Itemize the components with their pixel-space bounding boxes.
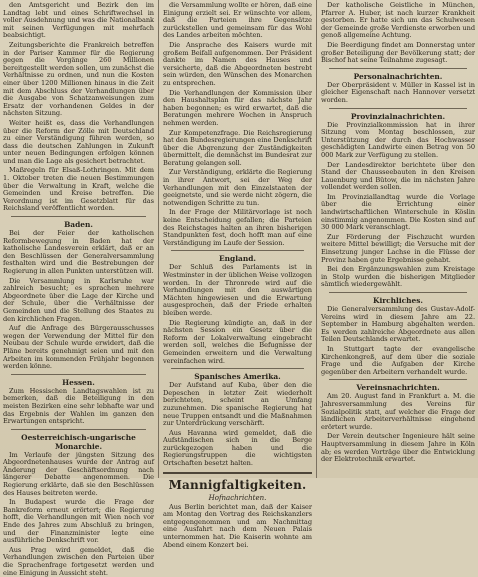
article-paragraph: Die Verhandlungen der Kommission über den Haushaltsplan für das nächste Jahr haben begonnen; es wird erwartet, daß die Beratungen mehrere Wochen in Anspruch nehmen werden. (163, 88, 312, 127)
section-heading: Provinzialnachrichten. (350, 111, 446, 121)
article-paragraph: Im Verlaufe der jüngsten Sitzung des Abgeordnetenhauses wurde der Antrag auf Änderung der Geschäftsordnung nach längerer Debatte angenommen. Die Regierung erklärte, daß sie den Beschlüssen des Hauses beitreten werde. (3, 450, 154, 497)
article-paragraph: Der Oberpräsident v. Müller in Kassel ist in gleicher Eigenschaft nach Hannover versetzt worden. (321, 80, 475, 104)
column-1 (0, 0, 157, 577)
article-paragraph: Die Generalversammlung des Gustav-Adolf-Vereins wird in diesem Jahre am 22. September in Hamburg abgehalten werden. Es werden zahlreiche Abgeordnete aus allen Teilen Deutschlands erwartet. (321, 305, 475, 344)
article-paragraph: Die Regierung kündigte an, daß in der nächsten Session ein Gesetz über die Reform der Lokalverwaltung eingebracht werden soll, welches die Befugnisse der Gemeinden erweitern und die Verwaltung vereinfachen wird. (163, 318, 312, 365)
article-paragraph: Auf die Anfrage des Bürgerausschusses wegen der Verwendung der Mittel für den Neubau der Schule wurde erwidert, daß die Pläne bereits genehmigt seien und mit den Arbeiten im kommenden Frühjahr begonnen werden könne. (3, 324, 154, 371)
section-text: Aus Berlin berichtet man, daß der Kaiser am Montag den Vortrag des Reichskanzlers entgegengenommen und am Nachmittag eine Ausfahrt nach dem Neuen Palais unternommen hat. Die Kaiserin wohnte am Abend einem Konzert bei. (163, 502, 312, 549)
article-paragraph: die Versammlung wollte er hören, daß eine Einigung erzielt sei. Er wünschte vor allem, daß die Parteien ihre Gegensätze zurückstellen und gemeinsam für das Wohl des Landes arbeiten möchten. (163, 1, 312, 40)
article-paragraph: Maßregeln für Elsaß-Lothringen. Mit dem 1. Oktober treten die neuen Bestimmungen über die Verwaltung in Kraft, welche die Gemeinden und Kreise betreffen. Die Verordnung ist im Gesetzblatt für das Reichsland veröffentlicht worden. (3, 166, 154, 213)
article-paragraph: Weiter heißt es, dass die Verhandlungen über die Reform der Zölle mit Deutschland zu einer Verständigung führen werden, so dass die deutschen Zahlungen in Zukunft unter neuen Bedingungen erfolgen können und man die Lage als gesichert betrachtet. (3, 118, 154, 165)
article-paragraph: Der katholische Geistliche in München, Pfarrer A. Huber, ist nach kurzer Krankheit gestorben. Er hatte sich um das Schulwesen der Gemeinde große Verdienste erworben und genoß allgemeine Achtung. (321, 1, 475, 40)
section-heading: Hessen. (62, 377, 95, 387)
section-heading: Spanisches Amerika. (194, 372, 281, 382)
article-paragraph: Zeitungsberichte die Frankreich betreffen in der Pariser Kammer für die Regierung gegen die Vorgänge 260 Millionen bereitgestellt werden sollen, um zunächst die Verhältnisse zu ordnen, und nun die Kosten einer über 1200 Millionen hinaus in die Zeit mit dem Abschluss der Verhandlungen über die Ausgabe von Schatzanweisungen zum Ersatz der vorhandenen Geldes in der nächsten Sitzung. (3, 40, 154, 118)
section-rule (329, 379, 467, 380)
section-heading: Baden. (64, 220, 93, 230)
article-paragraph: Die Provinzialkommission hat in ihrer Sitzung vom Montag beschlossen, zur Unterstützung der durch das Hochwasser geschädigten Landwirte einen Betrag von 50 000 Mark zur Verfügung zu stellen. (321, 120, 475, 159)
article-paragraph: Zur Förderung der Fischzucht wurden weitere Mittel bewilligt; die Versuche mit der Einsetzung junger Lachse in die Flüsse der Provinz haben gute Ergebnisse gehabt. (321, 232, 475, 264)
article-paragraph: Bei den Ergänzungswahlen zum Kreistage in Stolp wurden die bisherigen Mitglieder sämtlich wiedergewählt. (321, 265, 475, 289)
section-heading: Oesterreichisch-ungarische Monarchie. (21, 432, 136, 451)
article-paragraph: Der Verein deutscher Ingenieure hält seine Hauptversammlung in diesem Jahre in Köln ab; es werden Vorträge über die Entwicklung der Elektrotechnik erwartet. (321, 432, 475, 464)
article-paragraph: Bei der Feier der katholischen Reformbewegung in Baden hat der katholische Landesverein erklärt, daß er an den Beschlüssen der Generalversammlung festhalten wird und die Bestrebungen der Regierung in allen Punkten unterstützen will. (3, 229, 154, 275)
article-paragraph: Zur Kompetenzfrage. Die Reichsregierung hat den Bundesregierungen eine Denkschrift über die Abgrenzung der Zuständigkeiten übermittelt, die demnächst im Bundesrat zur Beratung gelangen soll. (163, 128, 312, 167)
section-rule (329, 68, 467, 69)
section-title: Mannigfaltigkeiten. (168, 477, 307, 492)
article-paragraph: Der Schluß des Parlaments ist in Westminster in der üblichen Weise vollzogen worden. In der Thronrede wird auf die Verhandlungen mit den auswärtigen Mächten hingewiesen und die Erwartung ausgesprochen, daß der Friede erhalten bleiben werde. (163, 263, 312, 317)
section-rule (11, 429, 146, 430)
section-rule (11, 374, 146, 375)
article-paragraph: Am 20. August fand in Frankfurt a. M. die Jahresversammlung des Vereins für Sozialpolitik statt, auf welcher die Frage der ländlichen Arbeiterverhältnisse eingehend erörtert wurde. (321, 392, 475, 431)
column-2 (160, 0, 315, 549)
section-rule (329, 108, 467, 109)
section-heading: Vereinsnachrichten. (356, 383, 440, 393)
section-rule (11, 216, 146, 217)
column-rule (158, 0, 159, 478)
article-paragraph: Die Versammlung in Karlsruhe war zahlreich besucht; es sprachen mehrere Abgeordnete über die Lage der Kirche und der Schule, über die Verhältnisse der Gemeinden und die Stellung des Staates zu den kirchlichen Fragen. (3, 276, 154, 323)
section-subtitle: Hofnachrichten. (208, 493, 267, 502)
article-paragraph: Aus Havanna wird gemeldet, daß die Aufständischen sich in die Berge zurückgezogen haben und die Regierungstruppen die wichtigsten Ortschaften besetzt halten. (163, 428, 312, 468)
article-paragraph: den Amtsgericht und Bezirk den im Landtag lebt und eines Schriftwechsel in voller Ausdehnung und was die Nationalbank mit seinen Verfügungen mit mehrfach beabsichtigt. (3, 1, 154, 40)
section-rule (171, 368, 304, 369)
article-paragraph: In Stuttgart tagte der evangelische Kirchenkongreß, auf dem über die soziale Frage und die Aufgaben der Kirche gegenüber den Arbeitern verhandelt wurde. (321, 344, 475, 376)
article-paragraph: Zum Hessischen Landtagswahlen ist zu bemerken, daß die Beteiligung in den meisten Bezirken eine sehr lebhafte war und das Ergebnis der Wahlen im ganzen den Erwartungen entspricht. (3, 386, 154, 426)
section-rule (171, 250, 304, 251)
article-paragraph: Die Ansprache des Kaisers wurde mit großem Beifall aufgenommen. Der Präsident dankte im Namen des Hauses und versicherte, daß die Abgeordneten bestrebt sein würden, den Wünschen des Monarchen zu entsprechen. (163, 40, 312, 87)
article-paragraph: Die Beerdigung findet am Donnerstag unter großer Beteiligung der Bevölkerung statt; der Bischof hat seine Teilnahme zugesagt. (321, 40, 475, 65)
article-paragraph: Der Aufstand auf Kuba, über den die Depeschen in letzter Zeit wiederholt berichteten, scheint an Umfang zuzunehmen. Die spanische Regierung hat neue Truppen entsandt und die Maßnahmen zur Unterdrückung verschärft. (163, 381, 312, 428)
section-heading: Personalnachrichten. (353, 71, 443, 81)
article-paragraph: Zur Verständigung, erklärte die Regierung in ihrer Antwort, sei der Weg der Verhandlungen mit den Einzelstaaten der geeignetste, und sie werde nicht zögern, die notwendigen Schritte zu tun. (163, 168, 312, 207)
column-2-articles (163, 2, 312, 468)
article-paragraph: Der Landesdirektor berichtete über den Stand der Chausseebauten in den Kreisen Lauenburg und Bütow, die im nächsten Jahre vollendet werden sollen. (321, 160, 475, 192)
article-paragraph: Aus Prag wird gemeldet, daß die Verhandlungen zwischen den Parteien über die Sprachenfrage fortgesetzt werden und eine Einigung in Aussicht steht. (3, 545, 154, 577)
section-heading: Kirchliches. (373, 296, 423, 305)
section-divider (163, 472, 312, 474)
section-rule (329, 292, 467, 293)
column-rule (316, 0, 317, 478)
article-paragraph: Im Provinziallandtag wurde die Vorlage über die Errichtung einer landwirtschaftlichen Winterschule in Köslin einstimmig angenommen. Die Kosten sind auf 30 000 Mark veranschlagt. (321, 192, 475, 232)
column-3 (318, 0, 478, 478)
article-paragraph: In der Frage der Militärvorlage ist noch keine Entscheidung gefallen; die Parteien des Reichstages halten an ihren bisherigen Standpunkten fest, doch hofft man auf eine Verständigung im Laufe der Session. (163, 208, 312, 247)
section-heading: England. (219, 254, 256, 264)
article-paragraph: In Budapest wurde die Frage der Bankreform erneut erörtert; die Regierung hofft, die Verhandlungen mit Wien noch vor Ende des Jahres zum Abschluß zu bringen, und der Finanzminister legte eine ausführliche Denkschrift vor. (3, 498, 154, 545)
